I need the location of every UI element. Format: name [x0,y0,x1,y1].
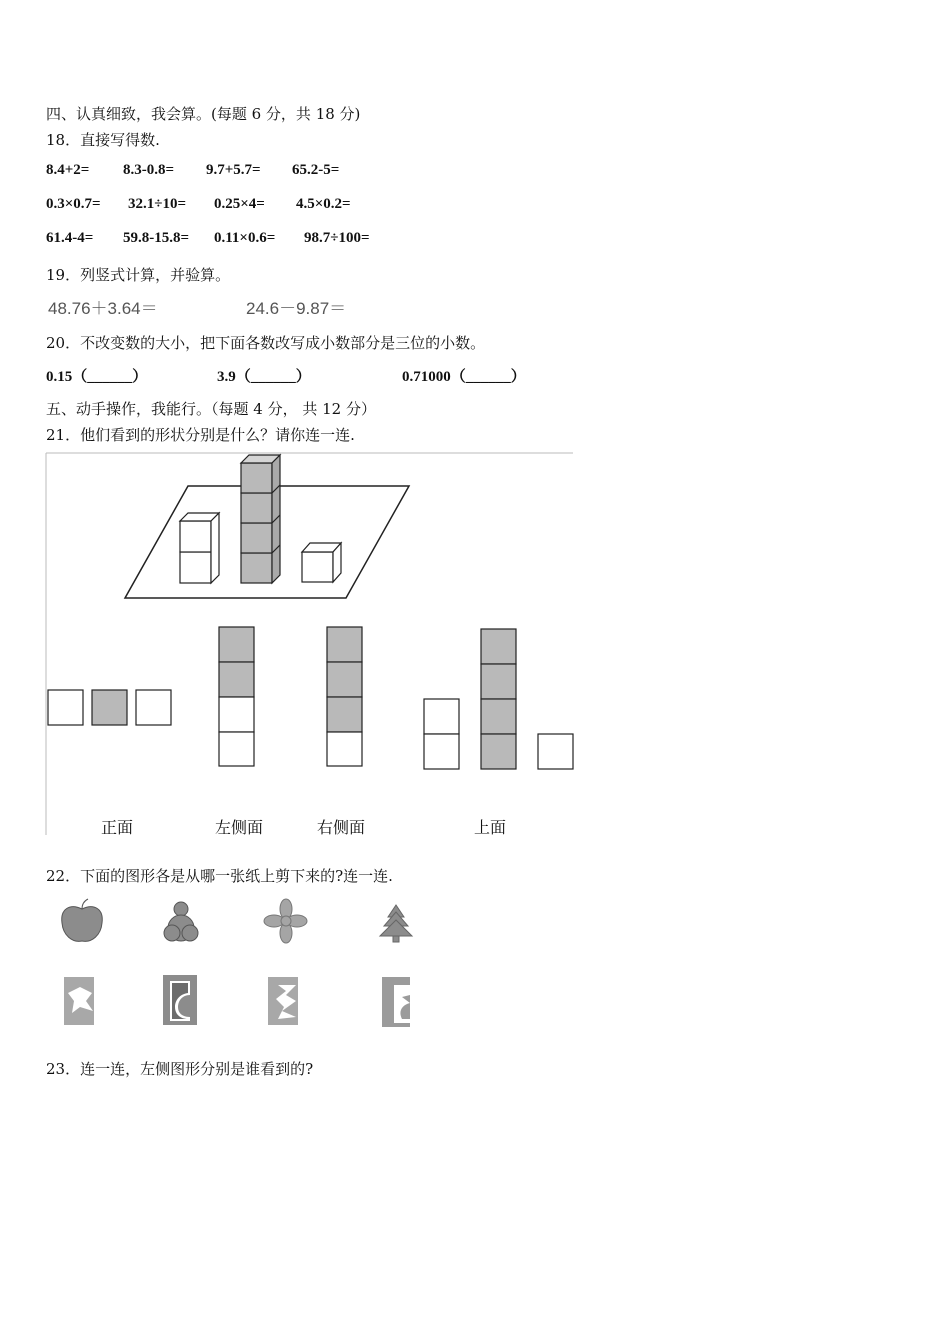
white-cube-stack-left [180,513,219,583]
calc-item: 8.3-0.8= [123,162,175,178]
view-option-top [424,629,573,769]
vertical-calc-expression: 24.6－9.87＝ [246,299,347,318]
decimal-rewrite-item: 0.71000（______） [402,369,526,385]
q23-title: 23．连一连，左侧图形分别是谁看到的? [46,1060,314,1078]
caption-front: 正面 [101,818,134,837]
view-option-left-side [219,627,254,766]
view-option-right-side [327,627,362,766]
paper-sheet-b [163,975,197,1025]
gray-cube-tower [241,455,280,583]
white-cube-single [302,543,341,582]
section-5-heading: 五、动手操作，我能行。（每题 4 分， 共 12 分） [46,400,376,418]
view-option-front [48,690,171,725]
decimal-rewrite-item: 0.15（______） [46,369,148,385]
flower-shape-icon [264,899,307,943]
gourd-shape-icon [164,902,198,941]
section-4-heading: 四、认真细致，我会算。(每题 6 分，共 18 分) [46,105,361,123]
calc-item: 98.7÷100= [304,230,370,246]
caption-top: 上面 [474,818,507,837]
q21-title: 21．他们看到的形状分别是什么？请你连一连. [46,426,355,444]
calc-item: 65.2-5= [292,162,340,178]
q18-title: 18．直接写得数. [46,131,160,149]
paper-sheet-d [382,977,410,1027]
calc-item: 61.4-4= [46,230,94,246]
caption-left-side: 左侧面 [215,818,264,837]
paper-cutout-figure [0,895,950,1040]
vertical-calc-expression: 48.76＋3.64＝ [48,299,158,318]
calc-item: 4.5×0.2= [296,196,351,212]
calc-item: 8.4+2= [46,162,90,178]
decimal-rewrite-item: 3.9（______） [217,369,311,385]
calc-item: 9.7+5.7= [206,162,261,178]
q22-title: 22．下面的图形各是从哪一张纸上剪下来的?连一连. [46,867,393,885]
calc-item: 0.3×0.7= [46,196,101,212]
calc-item: 0.11×0.6= [214,230,276,246]
caption-right-side: 右侧面 [317,818,366,837]
apple-shape-icon [62,899,103,941]
q19-title: 19．列竖式计算，并验算。 [46,266,231,284]
calc-item: 59.8-15.8= [123,230,190,246]
paper-sheet-a [64,977,94,1025]
calc-item: 0.25×4= [214,196,265,212]
calc-item: 32.1÷10= [128,196,187,212]
paper-sheet-c [268,977,298,1025]
q20-title: 20．不改变数的大小，把下面各数改写成小数部分是三位的小数。 [46,334,486,352]
tree-shape-icon [380,905,412,942]
